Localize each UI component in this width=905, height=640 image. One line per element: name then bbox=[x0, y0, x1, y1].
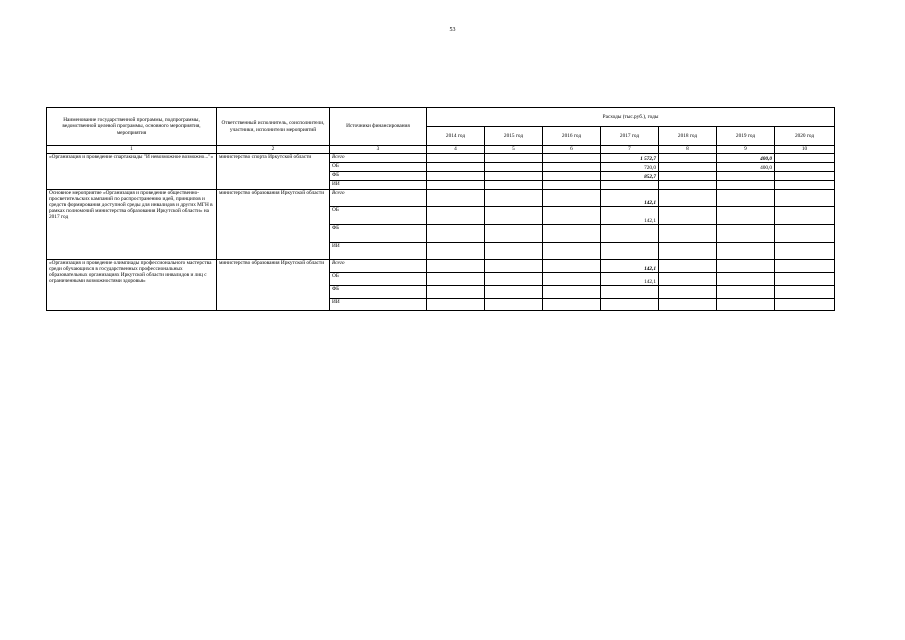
expense-cell: 142,1 bbox=[601, 190, 659, 207]
expense-cell bbox=[717, 273, 775, 286]
header-year: 2017 год bbox=[601, 127, 659, 146]
expense-cell bbox=[485, 299, 543, 311]
expense-cell bbox=[427, 181, 485, 190]
expense-cell bbox=[659, 243, 717, 260]
activity-name: «Организация и проведение олимпиады профессионального мастерства среди обучающихся в государственных профессиональных образовательных организациях Иркутской области инвалидов и лиц с ограниченными возможностями здоровья» bbox=[47, 260, 217, 311]
expense-cell: 1 572,7 bbox=[601, 154, 659, 163]
expense-cell bbox=[659, 181, 717, 190]
expense-cell bbox=[543, 243, 601, 260]
funding-source: ОБ bbox=[330, 273, 427, 286]
column-index: 8 bbox=[659, 146, 717, 154]
expense-cell bbox=[659, 163, 717, 172]
expense-cell bbox=[775, 207, 835, 225]
expense-cell bbox=[717, 225, 775, 243]
column-index-row bbox=[47, 146, 835, 154]
expense-cell bbox=[601, 225, 659, 243]
expense-cell bbox=[717, 172, 775, 181]
expense-cell bbox=[775, 190, 835, 207]
expense-cell: 142,1 bbox=[601, 273, 659, 286]
expense-cell bbox=[775, 172, 835, 181]
expense-cell bbox=[543, 207, 601, 225]
funding-source: ИИ bbox=[330, 181, 427, 190]
header-year: 2018 год bbox=[659, 127, 717, 146]
expense-cell bbox=[659, 172, 717, 181]
expense-cell bbox=[601, 286, 659, 299]
expense-cell bbox=[659, 154, 717, 163]
responsible-executor: министерство образования Иркутской области bbox=[217, 260, 330, 311]
expense-cell bbox=[717, 299, 775, 311]
header-year: 2015 год bbox=[485, 127, 543, 146]
expense-cell bbox=[601, 243, 659, 260]
expense-cell: 142,1 bbox=[601, 260, 659, 273]
expense-cell bbox=[659, 225, 717, 243]
expense-cell bbox=[717, 181, 775, 190]
funding-source: Всего bbox=[330, 260, 427, 273]
expense-cell bbox=[775, 273, 835, 286]
expense-cell bbox=[427, 243, 485, 260]
expense-cell bbox=[717, 286, 775, 299]
expense-cell bbox=[427, 154, 485, 163]
expense-cell bbox=[427, 190, 485, 207]
expense-cell bbox=[427, 286, 485, 299]
expense-cell: 142,1 bbox=[601, 207, 659, 225]
expense-cell bbox=[659, 190, 717, 207]
expense-cell bbox=[485, 273, 543, 286]
expense-cell bbox=[485, 260, 543, 273]
responsible-executor: министерство образования Иркутской области bbox=[217, 190, 330, 260]
funding-source: ОБ bbox=[330, 163, 427, 172]
expense-cell bbox=[775, 243, 835, 260]
expense-cell: 400,0 bbox=[717, 163, 775, 172]
expense-cell bbox=[659, 207, 717, 225]
column-index: 10 bbox=[775, 146, 835, 154]
expense-cell bbox=[427, 172, 485, 181]
expense-cell bbox=[485, 286, 543, 299]
activity-name: «Организация и проведение спартакиады "И невозможное возможно..."» bbox=[47, 154, 217, 190]
expense-cell bbox=[543, 273, 601, 286]
expense-cell bbox=[543, 154, 601, 163]
expense-cell bbox=[543, 163, 601, 172]
header-year: 2020 год bbox=[775, 127, 835, 146]
funding-source: ФБ bbox=[330, 286, 427, 299]
funding-source: ФБ bbox=[330, 225, 427, 243]
expense-cell bbox=[775, 154, 835, 163]
header-year: 2019 год bbox=[717, 127, 775, 146]
table-row bbox=[47, 154, 835, 163]
expense-cell bbox=[775, 163, 835, 172]
expense-cell bbox=[543, 225, 601, 243]
page-number: 53 bbox=[449, 27, 456, 33]
expense-cell bbox=[485, 225, 543, 243]
expense-cell bbox=[427, 273, 485, 286]
expense-cell bbox=[659, 299, 717, 311]
expense-cell bbox=[659, 273, 717, 286]
responsible-executor: министерство спорта Иркутской области bbox=[217, 154, 330, 190]
expense-cell bbox=[427, 260, 485, 273]
expense-cell bbox=[485, 163, 543, 172]
column-index: 1 bbox=[47, 146, 217, 154]
expense-cell bbox=[427, 299, 485, 311]
expense-cell bbox=[427, 163, 485, 172]
expense-cell bbox=[775, 299, 835, 311]
activity-name: Основное мероприятие «Организация и проведение общественно-просветительских кампаний по распространению идей, принципов и средств формирования доступной среды для инвалидов и других МГН в рамках полномочий министерства образования Иркутской области» на 2017 год bbox=[47, 190, 217, 260]
table-row bbox=[47, 260, 835, 273]
expense-cell bbox=[717, 190, 775, 207]
budget-table bbox=[46, 107, 835, 311]
expense-cell bbox=[775, 181, 835, 190]
expense-cell bbox=[543, 299, 601, 311]
expense-cell bbox=[717, 243, 775, 260]
expense-cell bbox=[427, 225, 485, 243]
expense-cell bbox=[717, 260, 775, 273]
funding-source: Всего bbox=[330, 190, 427, 207]
expense-cell bbox=[601, 181, 659, 190]
header-expenses: Расходы (тыс.руб.), годы bbox=[427, 108, 835, 127]
funding-source: ОБ bbox=[330, 207, 427, 225]
expense-cell: 720,0 bbox=[601, 163, 659, 172]
expense-cell bbox=[543, 260, 601, 273]
column-index: 3 bbox=[330, 146, 427, 154]
expense-cell bbox=[485, 172, 543, 181]
funding-source: ИИ bbox=[330, 243, 427, 260]
expense-cell bbox=[543, 190, 601, 207]
column-index: 4 bbox=[427, 146, 485, 154]
funding-source: Всего bbox=[330, 154, 427, 163]
expense-cell bbox=[659, 286, 717, 299]
expense-cell bbox=[427, 207, 485, 225]
expense-cell bbox=[775, 286, 835, 299]
budget-body bbox=[47, 154, 835, 311]
expense-cell bbox=[775, 225, 835, 243]
expense-cell bbox=[543, 286, 601, 299]
table-row bbox=[47, 190, 835, 207]
header-source: Источники финансирования bbox=[330, 108, 427, 146]
header-year: 2014 год bbox=[427, 127, 485, 146]
expense-cell bbox=[659, 260, 717, 273]
expense-cell bbox=[543, 181, 601, 190]
column-index: 5 bbox=[485, 146, 543, 154]
expense-cell bbox=[485, 243, 543, 260]
expense-cell: 852,7 bbox=[601, 172, 659, 181]
expense-cell bbox=[717, 207, 775, 225]
header-year: 2016 год bbox=[543, 127, 601, 146]
header-responsible: Ответственный исполнитель, соисполнители, участники, исполнители мероприятий bbox=[217, 108, 330, 146]
column-index: 6 bbox=[543, 146, 601, 154]
expense-cell bbox=[485, 181, 543, 190]
column-index: 2 bbox=[217, 146, 330, 154]
expense-cell bbox=[543, 172, 601, 181]
expense-cell bbox=[485, 190, 543, 207]
header-name: Наименование государственной программы, подпрограммы, ведомственной целевой программы, основного мероприятия, мероприятия bbox=[47, 108, 217, 146]
expense-cell bbox=[775, 260, 835, 273]
expense-cell: 400,0 bbox=[717, 154, 775, 163]
column-index: 9 bbox=[717, 146, 775, 154]
funding-source: ИИ bbox=[330, 299, 427, 311]
expense-cell bbox=[485, 207, 543, 225]
funding-source: ФБ bbox=[330, 172, 427, 181]
expense-cell bbox=[601, 299, 659, 311]
expense-cell bbox=[485, 154, 543, 163]
column-index: 7 bbox=[601, 146, 659, 154]
